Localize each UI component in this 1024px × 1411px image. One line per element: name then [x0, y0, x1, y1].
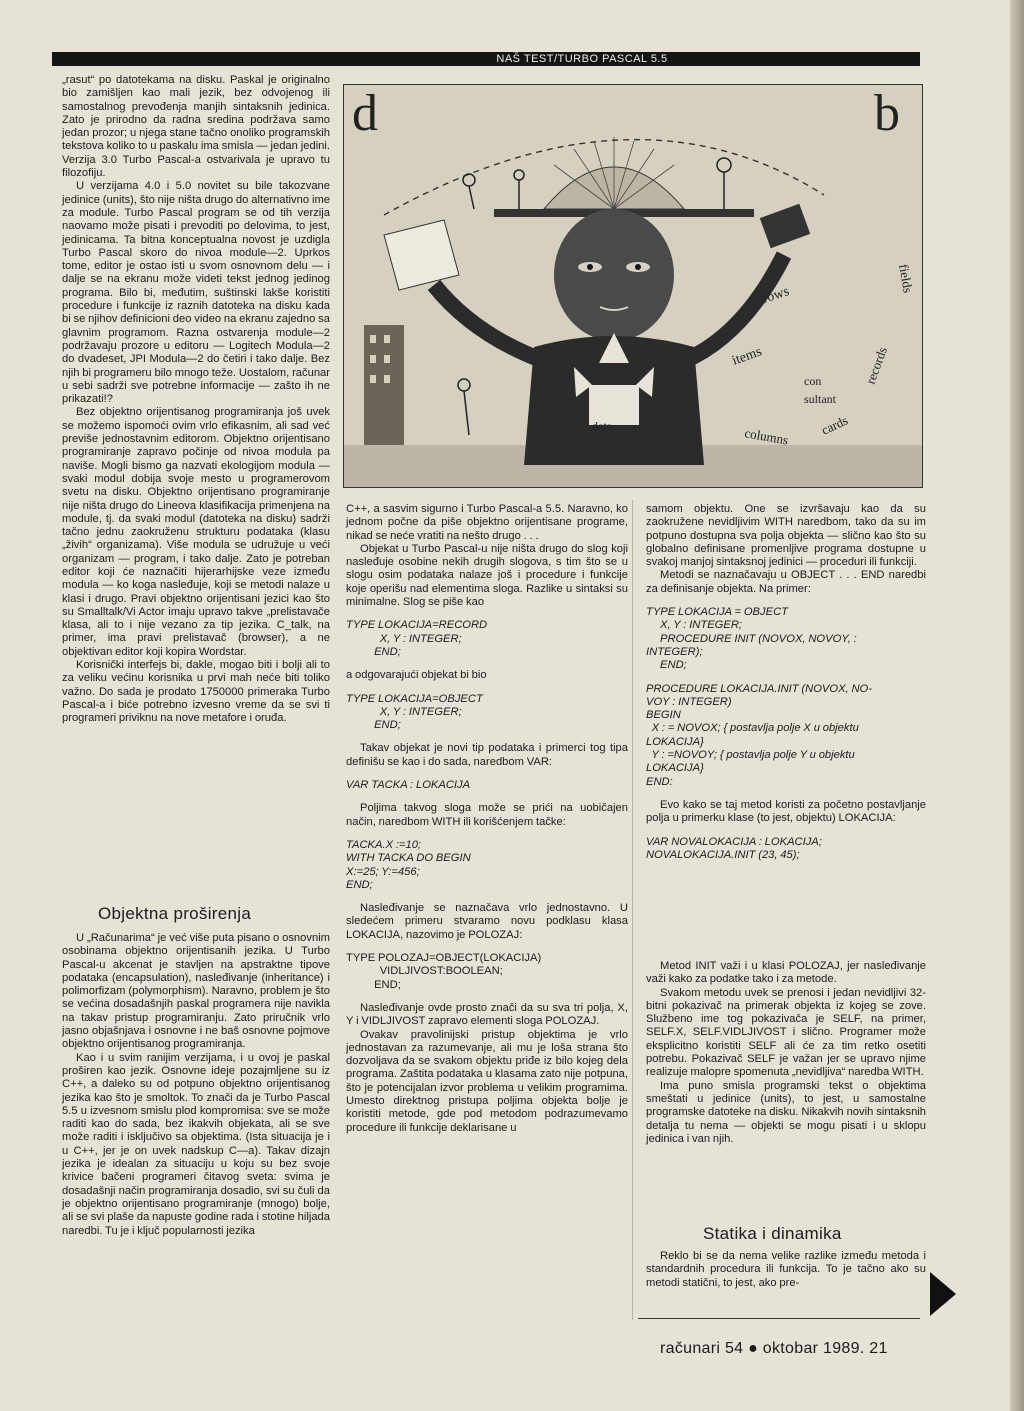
illustration-label: columns — [743, 425, 790, 448]
column-divider — [632, 500, 633, 1320]
section-heading-statika: Statika i dinamika — [703, 1224, 842, 1243]
paragraph: samom objektu. One se izvršavaju kao da su zaokružene nevidljivim WITH naredbom, tako da su im potpuno dostupna sva polja objekta — slično kao što su globalno definisane promenljive programa dostupne u svakoj manjoj sintaksnoj jedinici — proceduri ili funkciji. — [646, 503, 926, 569]
page-header-title: NAŠ TEST/TURBO PASCAL 5.5 — [496, 53, 668, 65]
footer-rule — [638, 1318, 920, 1319]
illustration-label: sultant — [804, 392, 836, 406]
paragraph: Svakom metodu uvek se prenosi i jedan nevidljivi 32-bitni pokazivač na primerak objekta iz kojeg se zove. Službeno ime tog pokazivača je SELF, na primer, SELF.X, SELF.VIDLJIVOST i slično. Programer može eksplicitno koristiti SELF ali će za tim retko osetiti potrebu. Pokazivač SELF je važan jer se upravo njime realizuje malopre spomenuta „nevidljiva“ naredba WITH. — [646, 986, 926, 1079]
column-1-section-text — [62, 932, 330, 1238]
code-block: TYPE POLOZAJ=OBJECT(LOKACIJA) VIDLJIVOST:BOOLEAN; END; — [346, 952, 542, 991]
illustration-label: b — [874, 85, 900, 142]
page-footer: računari 54 ● oktobar 1989. 21 — [660, 1340, 888, 1357]
column-3-final-text — [646, 1250, 926, 1290]
illustration-label: con — [804, 374, 822, 388]
code-block: TYPE LOKACIJA=RECORD X, Y : INTEGER; END; — [346, 619, 488, 658]
paragraph: Objekat u Turbo Pascal-u nije ništa drugo do slog koji nasleđuje osobine nekih drugih slogova, s tim što se u slogu osim podataka nalaze još i procedure i funkcije koje operišu nad elementima sloga. Razlike u sintaksi su minimalne. Slog se piše kao — [346, 542, 628, 609]
illustration-label: data — [592, 419, 612, 433]
section-heading-objektna: Objektna proširenja — [98, 904, 252, 923]
code-block: TACKA.X :=10; WITH TACKA DO BEGIN X:=25; Y:=456; END; — [346, 838, 471, 891]
paragraph: Ima puno smisla programski tekst o objektima smeštati u jedinice (units), to jest, u samostalne programske datoteke na disku. Nikakvih novih sintaksnih detalja tu nema — objekti se mogu pisati i u sklopu jedinica i van njih. — [646, 1079, 926, 1145]
paragraph: Metodi se naznačavaju u OBJECT . . . END naredbi za definisanje objekta. Na primer: — [646, 569, 926, 595]
paragraph: Nasleđivanje se naznačava vrlo jednostavno. U sledećem primeru stvaramo novu podklasu klasa LOKACIJA, nazovimo je POLOZAJ: — [346, 902, 628, 941]
illustration-label: items — [730, 344, 764, 369]
column-3-text — [646, 503, 926, 872]
paragraph: Bez objektno orijentisanog programiranja još uvek se možemo ispomoći ovim vrlo efikasnim, ali sad već previše jednostavnim editorom. Objektno orijentisano programiranje zapravo počinje od nivoa modula pa naviše. Mogli bismo ga nazvati ekologijom modula — svaki modul dobija svoje mesto u programerovom svetu na disku. Objektno orijentisano programiranje nije ništa drugo do Lineova klasifikacija primenjena na module, tj. da svaki modul (datoteka na disku) sadrži tačno jednu zaokruženu strukturu podataka (klasu „živih“ organizama). Više modula se udružuje u veći organizam — program, i tako dalje. Zato je potreban editor koji će naznačiti hijerarhijske veze između modula — ko koga nasleđuje, koji se metodi nalaze u klasi i drugo. Pravi objektno orijentisani jezici kao što su Smalltalk/Vi Actor imaju upravo takve „prelistavače klasa, ali to i nije vezano za tip jezika. C_talk, na primer, ima pravi prelistavač (browser), a ne objektivan editor koji kopira Wordstar. — [62, 406, 330, 658]
illustration-label: d — [352, 85, 378, 142]
paragraph: Poljima takvog sloga može se prići na uobičajen način, naredbom WITH ili korišćenjem tačke: — [346, 802, 628, 828]
column-2-text — [346, 503, 628, 1135]
illustration-label: fields — [896, 262, 916, 294]
paragraph: Kao i u svim ranijim verzijama, i u ovoj je paskal proširen kao jezik. Osnovne ideje pozajmljene su iz C++, a daleko su od potpuno objektno orijentisanog jezika kao što je smoltok. To znači da je Turbo Pascal 5.5 u izvesnom smislu plod kompromisa: sve se može raditi kao do sada, bez ikakvih objekata, ali se sve može raditi i isključivo sa objektima. (Ista situacija je i u C++, jer je on uvek nadskup C—a). Takav dizajn jezika je idealan za situaciju u koju su bez svoje krivice bačeni programeri čitavog sveta: svima je dosadašnji način programiranja dosadio, svi su čuli da je objektno orijentisano programiranje (mnogo) bolje, ali se svi plaše da napuste godine rada i stotine hiljada naredbi. Tu je i ključ popularnosti jezika — [62, 1051, 330, 1237]
code-block: PROCEDURE LOKACIJA.INIT (NOVOX, NO- VOY : INTEGER) BEGIN X : = NOVOX; { postavlja polje X u objektu LOKACIJA} Y : =NOVOY; { postavlja polje Y u objektu LOKACIJA} END: — [646, 682, 872, 788]
paragraph: U „Računarima“ je već više puta pisano o osnovnim osobinama objektno orijentisanih jezika. U Turbo Pascal-u akcenat je stavljen na apstraktne tipove podataka (encapsulation), nasleđivanje (inheritance) i polimorfizam (polymorphism). Naravno, problem je što se većina dosadašnjih paskal programera nije navikla na takav pristup programiranju. Zato priručnik vrlo jasno objašnjava i osnovne i ne baš osnovne pojmove objektno orijentisanog programiranja. — [62, 932, 330, 1051]
code-block: TYPE LOKACIJA = OBJECT X, Y : INTEGER; PROCEDURE INIT (NOVOX, NOVOY, : INTEGER); END; — [646, 606, 857, 672]
paragraph: Korisnički interfejs bi, dakle, mogao biti i bolji ali to za veliku većinu korisnika u prvi mah neće biti toliko važno. Do sada je prodato 1750000 primeraka Turbo Pascal-a i biće potrebno izvesno vreme da se svi ti programeri priviknu na nove metafore i oruđa. — [62, 659, 330, 725]
column-1-text — [62, 74, 330, 726]
paragraph: U verzijama 4.0 i 5.0 novitet su bile takozvane jedinice (units), što nije ništa drugo do alternativno ime za module. Turbo Pascal program se od tih verzija naovamo može pisati i prevoditi po delovima, to jest, jedinicama. Ta bitna konceptualna novost je uzdigla Turbo Pascal skoro do nivoa module—2. Uprkos tome, editor je ostao isti u svom osnovnom delu — i dalje se na ekranu može videti tekst jednog jedinog programa. Bilo bi, međutim, suštinski lakše koristiti procedure i funkcije iz raznih datoteka na disku kada bi se njihov definicioni deo video na ekranu zajedno sa glavnim programom. Razna ostvarenja module—2 podržavaju prozore u editoru — Logitech Modula—2 do dvadeset, JPI Modula—2 do četiri i tako dalje. Bez njih bi programeru bilo mnogo teže. Uostalom, računar u sebi sadrži sve potrebne informacije — zašto ih ne prikazati!? — [62, 180, 330, 406]
paragraph: Evo kako se taj metod koristi za početno postavljanje polja u primerku klase (to jest, objektu) LOKACIJA: — [646, 798, 926, 825]
paragraph: Ovakav pravolinijski pristup objektima je vrlo jednostavan za razumevanje, ali mu je loša strana što dozvoljava da se svakom objektu priđe iz bilo kojeg dela programa. Zaštita podataka u klasama zato nije potpuna, što je potencijalan izvor problema u velikim programima. Umesto direktnog pristupa poljima objekta bolje je koristiti metode, gde pod metodom podrazumevamo procedure ili funkcije deklarisane u — [346, 1028, 628, 1134]
code-block: VAR NOVALOKACIJA : LOKACIJA; NOVALOKACIJA.INIT (23, 45); — [646, 835, 822, 861]
paragraph: Nasleđivanje ovde prosto znači da su sva tri polja, X, Y i VIDLJIVOST zapravo elementi sloga POLOZAJ. — [346, 1001, 628, 1028]
illustration-label: rows — [760, 284, 792, 307]
illustration-label: cards — [818, 412, 851, 438]
paragraph: „rasut“ po datotekama na disku. Paskal je originalno bio zamišljen kao mali jezik, bez odvojenog ili samostalnog prevođenja manjih sintaksnih jedinica. Zato je prirodno da radna sredina podržava samo jedan prozor; u njega stane tačno onoliko programskih tekstova koliko to u paskalu ima smisla — jedan jedini. Verzija 3.0 Turbo Pascal-a ostvarivala je upravo tu filozofiju. — [62, 74, 330, 180]
code-block: TYPE LOKACIJA=OBJECT X, Y : INTEGER; END; — [346, 692, 483, 732]
paragraph: Takav objekat je novi tip podataka i primerci tog tipa definišu se kao i do sada, naredbom VAR: — [346, 742, 628, 768]
illustration-drawing — [344, 85, 922, 487]
code-block: VAR TACKA : LOKACIJA — [346, 779, 471, 792]
paragraph: a odgovarajući objekat bi bio — [346, 669, 487, 682]
paragraph: Metod INIT važi i u klasi POLOZAJ, jer nasleđivanje važi kako za podatke tako i za metode. — [646, 960, 926, 986]
paragraph: Reklo bi se da nema velike razlike između metoda i standardnih procedura ili funkcija. To je tačno ako su metodi statični, to jest, ako pre- — [646, 1250, 926, 1289]
continue-arrow-icon — [930, 1272, 956, 1316]
illustration-label: records — [862, 344, 890, 387]
paragraph: C++, a sasvim sigurno i Turbo Pascal-a 5.5. Naravno, ko jednom počne da piše objektno orijentisane programe, nikad se neće vratiti na nešto drugo . . . — [346, 503, 628, 542]
column-3-lower-text — [646, 960, 926, 1146]
illustration — [343, 84, 923, 488]
page-edge — [1010, 0, 1024, 1411]
